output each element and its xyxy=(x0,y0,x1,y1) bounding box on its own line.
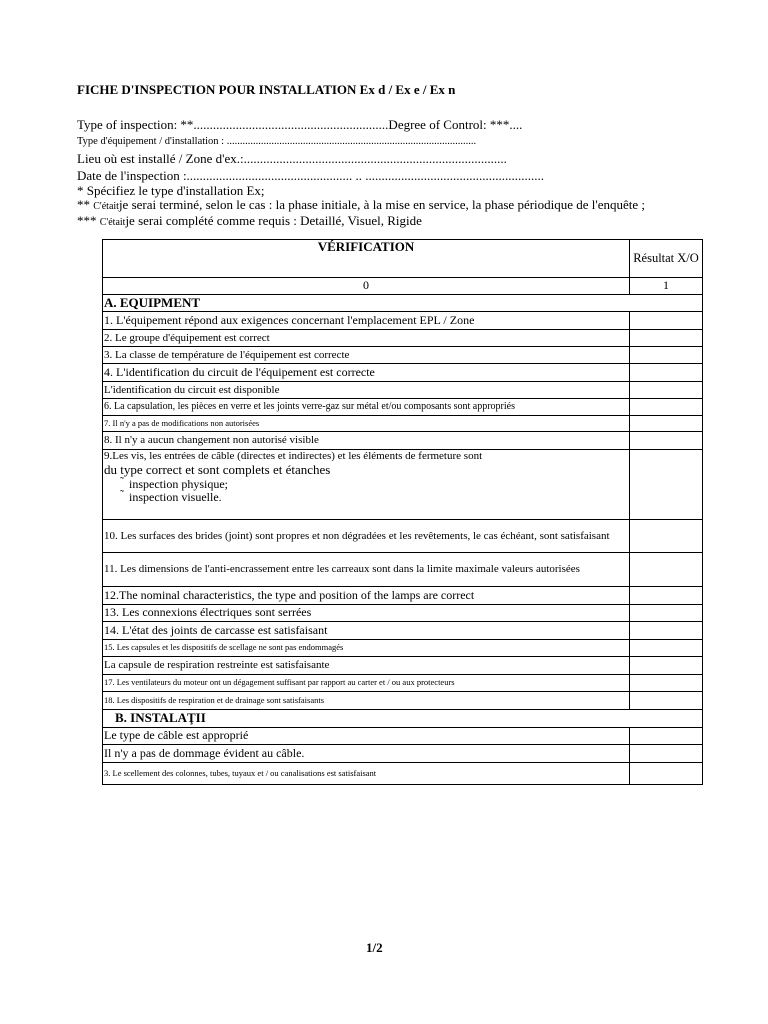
result-cell[interactable] xyxy=(630,330,703,347)
check-a1: 1. L'équipement répond aux exigences concernant l'emplacement EPL / Zone xyxy=(103,312,630,330)
result-cell[interactable] xyxy=(630,657,703,675)
table-row xyxy=(103,399,703,416)
check-b1: Le type de câble est approprié xyxy=(103,728,630,745)
result-cell[interactable] xyxy=(630,640,703,657)
verification-header: VÉRIFICATION xyxy=(103,240,630,278)
index-col1: 0 xyxy=(103,278,630,295)
result-header: Résultat X/O xyxy=(630,240,703,278)
check-a9-line1: 9.Les vis, les entrées de câble (directes et indirectes) et les éléments de fermeture sont xyxy=(104,450,483,462)
table-row xyxy=(103,416,703,432)
check-a14: 14. L'état des joints de carcasse est satisfaisant xyxy=(103,622,630,640)
result-cell[interactable] xyxy=(630,432,703,450)
inspection-table xyxy=(102,239,703,785)
table-row xyxy=(103,450,703,520)
note-phase-small: C'était xyxy=(93,201,119,212)
table-row xyxy=(103,382,703,399)
result-cell[interactable] xyxy=(630,382,703,399)
check-a9 xyxy=(103,450,630,520)
section-b-title: B. INSTALAŢII xyxy=(103,710,703,728)
note-degree-prefix: *** xyxy=(77,213,100,228)
check-a4: 4. L'identification du circuit de l'équipement est correcte xyxy=(103,364,630,382)
result-cell[interactable] xyxy=(630,605,703,622)
result-cell[interactable] xyxy=(630,692,703,710)
note-phase xyxy=(77,197,645,213)
check-a18: 18. Les dispositifs de respiration et de drainage sont satisfaisants xyxy=(103,692,630,710)
result-cell[interactable] xyxy=(630,416,703,432)
table-row xyxy=(103,364,703,382)
table-row xyxy=(103,640,703,657)
table-row xyxy=(103,728,703,745)
table-row xyxy=(103,675,703,692)
sub-label: inspection visuelle. xyxy=(129,490,222,505)
result-cell[interactable] xyxy=(630,312,703,330)
check-a10: 10. Les surfaces des brides (joint) sont propres et non dégradées et les revêtements, le cas échéant, sont satisfaisant xyxy=(103,520,630,553)
dash-icon: ˜ xyxy=(120,473,124,488)
dash-icon: ˜ xyxy=(120,487,124,502)
table-header-row xyxy=(103,240,703,278)
check-b2: Il n'y a pas de dommage évident au câble. xyxy=(103,745,630,763)
table-row xyxy=(103,330,703,347)
result-cell[interactable] xyxy=(630,364,703,382)
check-a9-sub2 xyxy=(104,487,628,505)
table-row xyxy=(103,605,703,622)
section-a-title: A. EQUIPMENT xyxy=(103,295,703,312)
result-cell[interactable] xyxy=(630,745,703,763)
table-row xyxy=(103,763,703,785)
check-a11: 11. Les dimensions de l'anti-encrassement entre les carreaux sont dans la limite maximale valeurs autorisées xyxy=(103,553,630,587)
check-a2: 2. Le groupe d'équipement est correct xyxy=(103,330,630,347)
result-cell[interactable] xyxy=(630,763,703,785)
index-row xyxy=(103,278,703,295)
table-row xyxy=(103,347,703,364)
table-row xyxy=(103,312,703,330)
result-cell[interactable] xyxy=(630,622,703,640)
check-a3: 3. La classe de température de l'équipement est correcte xyxy=(103,347,630,364)
note-degree-small: C'était xyxy=(99,217,126,228)
section-b-row xyxy=(103,710,703,728)
note-degree-text: je serai complété comme requis : Detaillé, Visuel, Rigide xyxy=(125,213,422,228)
check-a12: 12.The nominal characteristics, the type and position of the lamps are correct xyxy=(103,587,630,605)
index-col2: 1 xyxy=(630,278,703,295)
page-number: 1/2 xyxy=(366,940,383,955)
location-line: Lieu où est installé / Zone d'ex.:................................................................................. xyxy=(77,151,507,166)
result-cell[interactable] xyxy=(630,587,703,605)
result-cell[interactable] xyxy=(630,399,703,416)
check-a7: 7. Il n'y a pas de modifications non autorisées xyxy=(103,416,630,432)
table-row xyxy=(103,587,703,605)
check-a6: 6. La capsulation, les pièces en verre et les joints verre-gaz sur métal et/ou composants sont appropriés xyxy=(103,399,630,416)
check-a16: La capsule de respiration restreinte est satisfaisante xyxy=(103,657,630,675)
table-row xyxy=(103,622,703,640)
table-row xyxy=(103,657,703,675)
section-a-row xyxy=(103,295,703,312)
result-cell[interactable] xyxy=(630,520,703,553)
check-a15: 15. Les capsules et les dispositifs de scellage ne sont pas endommagés xyxy=(103,640,630,657)
note-phase-prefix: ** xyxy=(77,197,94,212)
table-row xyxy=(103,553,703,587)
check-a5: L'identification du circuit est disponible xyxy=(103,382,630,399)
type-of-inspection-line: Type of inspection: **............................................................Degree of Control: ***.... xyxy=(77,117,523,132)
date-line: Date de l'inspection :................................................... .. ....................................................... xyxy=(77,168,545,183)
result-cell[interactable] xyxy=(630,347,703,364)
table-row xyxy=(103,745,703,763)
table-row xyxy=(103,692,703,710)
check-a8: 8. Il n'y a aucun changement non autorisé visible xyxy=(103,432,630,450)
check-b3: 3. Le scellement des colonnes, tubes, tuyaux et / ou canalisations est satisfaisant xyxy=(103,763,630,785)
check-a9-line2: du type correct et sont complets et étanches xyxy=(104,461,331,477)
check-a13: 13. Les connexions électriques sont serrées xyxy=(103,605,630,622)
note-installation-type: * Spécifiez le type d'installation Ex; xyxy=(77,183,265,198)
check-a9-sub1 xyxy=(104,473,628,492)
note-degree xyxy=(77,213,422,229)
sub-label: inspection physique; xyxy=(129,476,228,491)
table-row xyxy=(103,432,703,450)
equipment-type-line: Type d'équipement / d'installation : ............................................................................................... xyxy=(77,136,477,147)
check-a17: 17. Les ventilateurs du moteur ont un dégagement suffisant par rapport au carter et / ou aux protecteurs xyxy=(103,675,630,692)
table-row xyxy=(103,520,703,553)
document-title: FICHE D'INSPECTION POUR INSTALLATION Ex d / Ex e / Ex n xyxy=(77,82,456,97)
result-cell[interactable] xyxy=(630,553,703,587)
note-phase-text: je serai terminé, selon le cas : la phase initiale, à la mise en service, la phase périodique de l'enquête ; xyxy=(118,197,646,212)
result-cell[interactable] xyxy=(630,728,703,745)
result-cell[interactable] xyxy=(630,450,703,520)
result-cell[interactable] xyxy=(630,675,703,692)
